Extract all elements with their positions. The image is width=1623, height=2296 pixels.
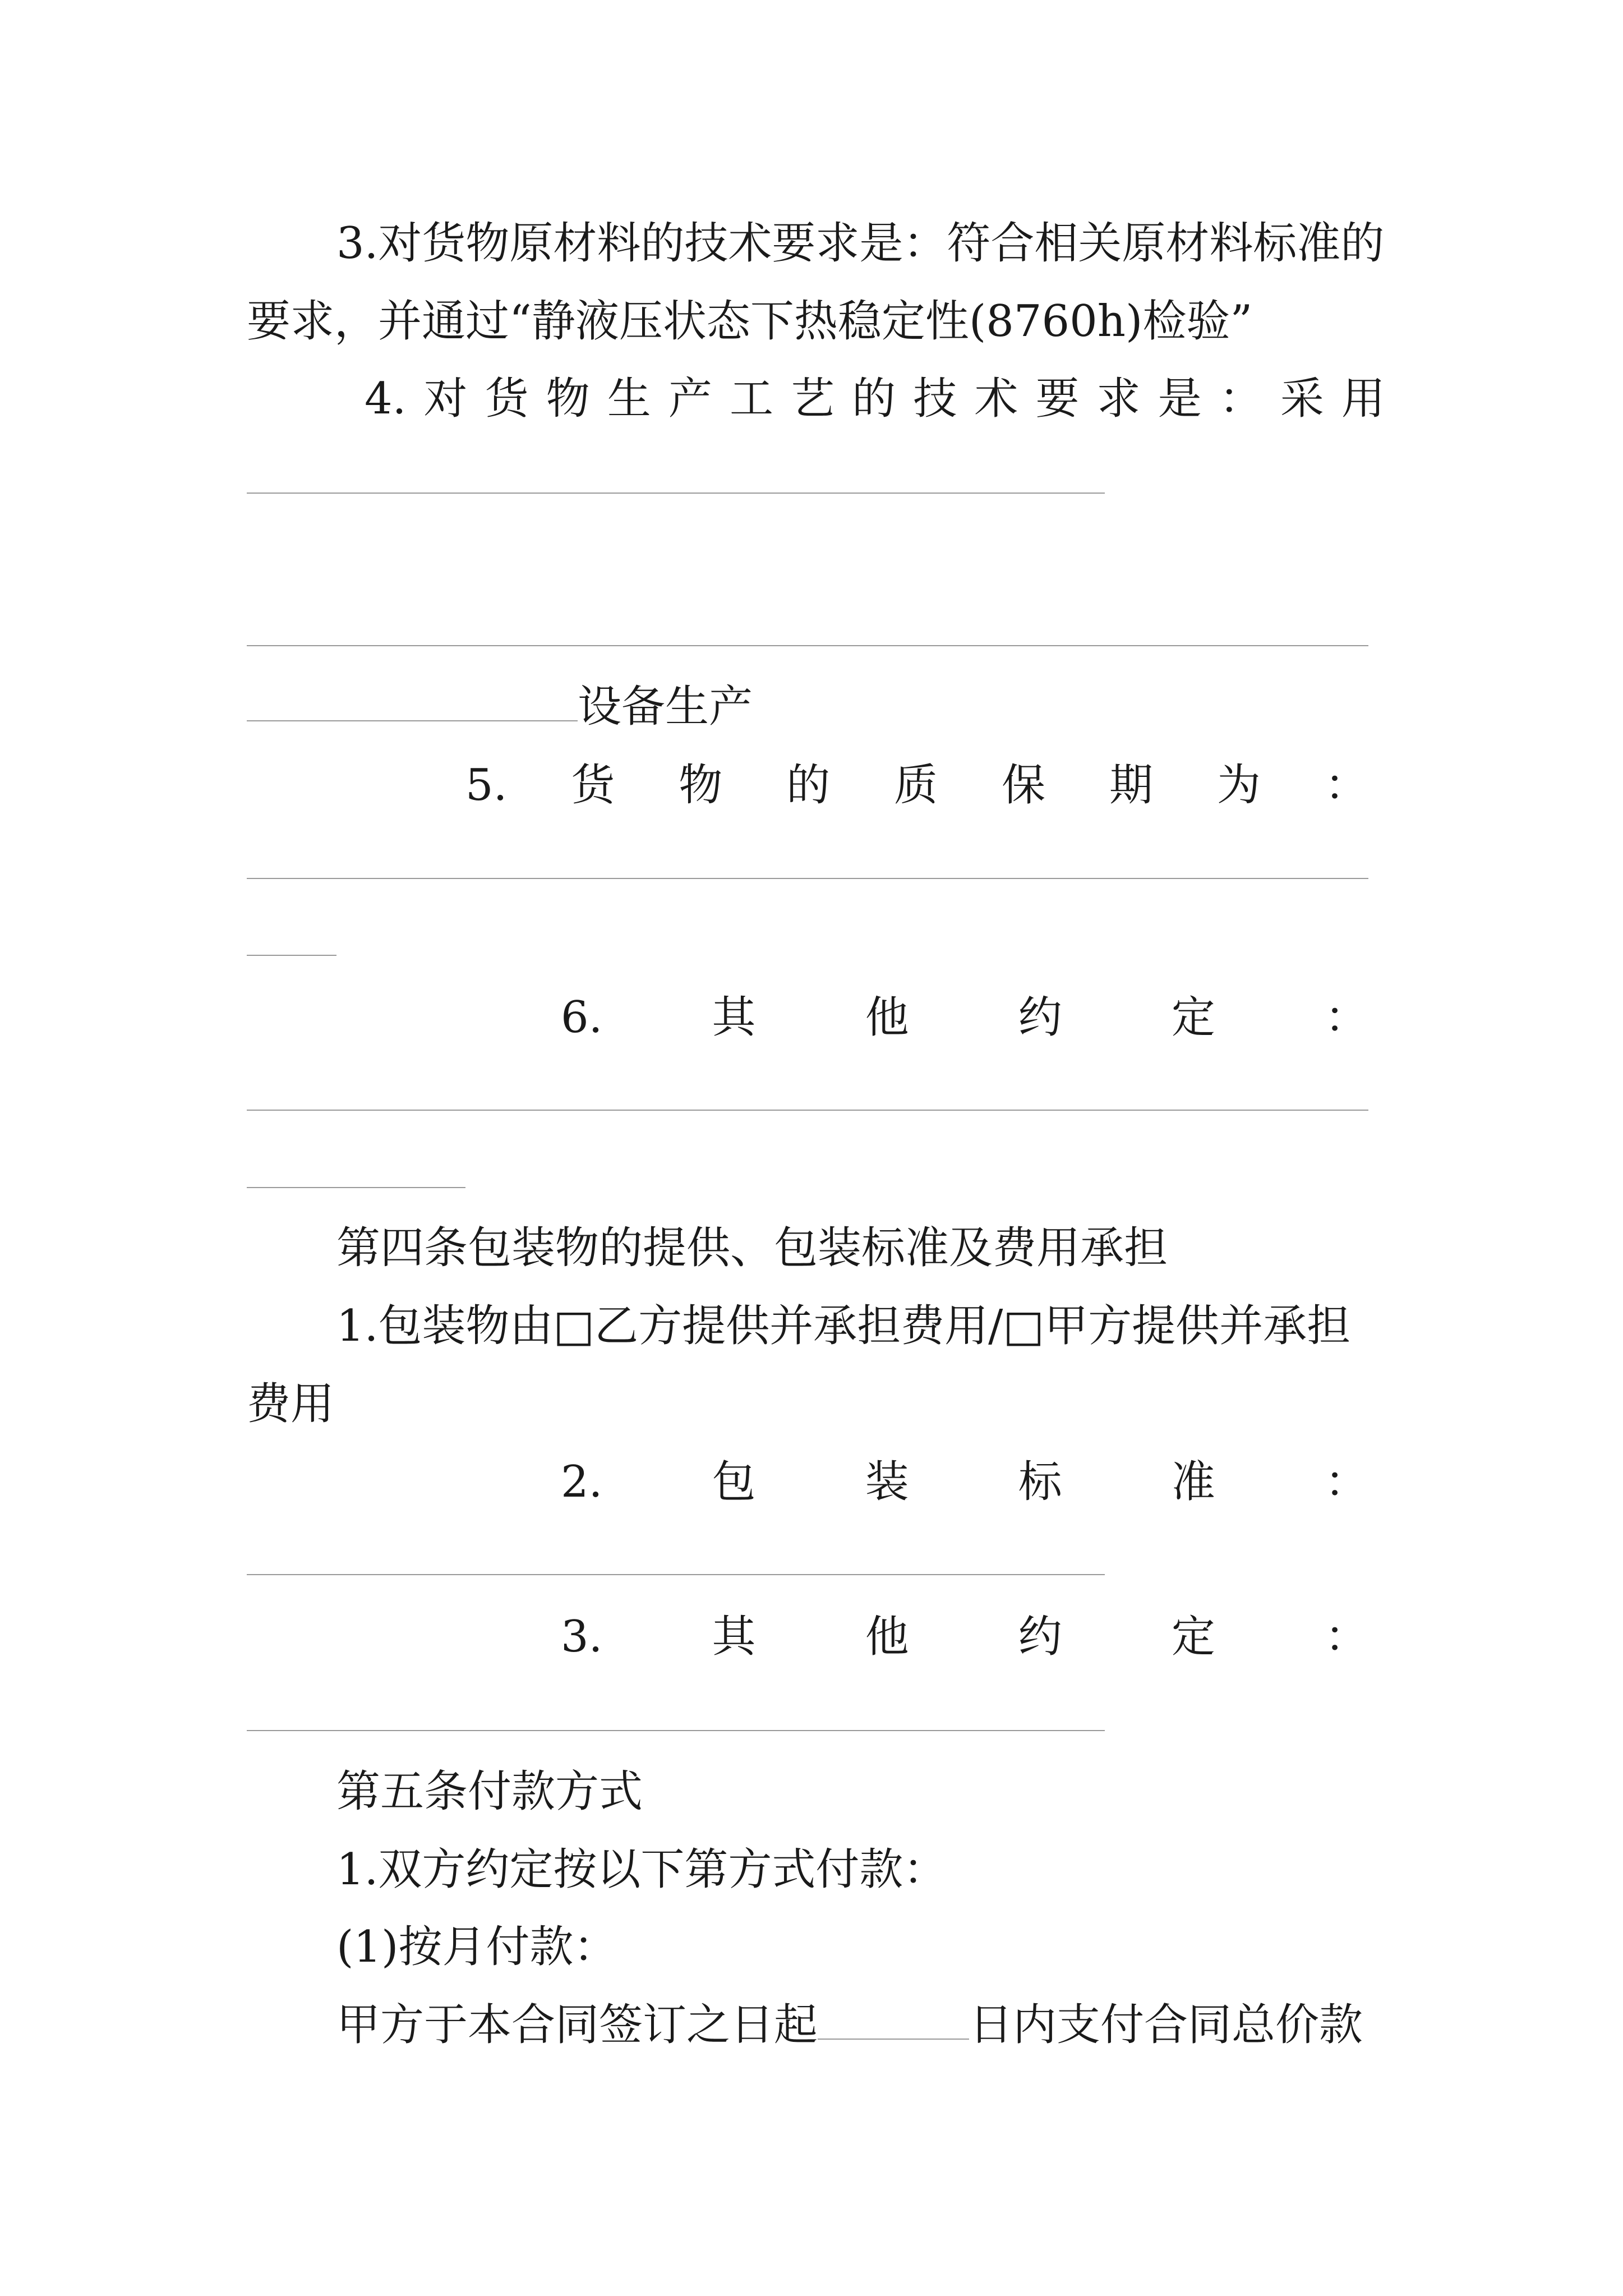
justified-char: ： (1219, 374, 1263, 424)
justified-char: 期 (1109, 760, 1154, 811)
days-blank-field (818, 1999, 969, 2040)
blank-line (247, 1730, 1105, 1731)
blank-field (247, 681, 578, 721)
payment-clause-before: 甲方于本合同签订之日起 (336, 2000, 818, 2050)
article-5-item-1: 1.双方约定按以下第方式付款： (336, 1844, 947, 1895)
item-3-line-2: 要求，并通过“静液压状态下热稳定性(8760h)检验” (247, 296, 1253, 347)
justified-char: 对 (423, 374, 468, 424)
justified-char: 5. (465, 760, 508, 811)
blank-line (247, 1574, 1105, 1575)
justified-char: 用 (1341, 374, 1385, 424)
blank-line (247, 955, 336, 956)
blank-line (247, 645, 1368, 646)
justified-char: 4. (365, 374, 407, 424)
blank-line (247, 1110, 1368, 1111)
justified-char: 2. (561, 1457, 603, 1507)
justified-char: 货 (485, 374, 529, 424)
item-4-line (365, 372, 1385, 426)
justified-char: 术 (974, 374, 1018, 424)
item-4-tail-text: 设备生产 (578, 682, 753, 732)
justified-char: 艺 (791, 374, 835, 424)
justified-char: 质 (894, 760, 938, 811)
justified-char: 物 (546, 374, 590, 424)
justified-char: ： (1324, 1612, 1368, 1662)
justified-char: 他 (865, 992, 909, 1043)
item-5-line (465, 758, 1368, 812)
justified-char: 为 (1216, 760, 1261, 811)
payment-clause-line (336, 1998, 1363, 2052)
article-4-item-3-line (561, 1610, 1368, 1664)
article-4-title: 第四条包装物的提供、包装标准及费用承担 (336, 1223, 1168, 1273)
justified-char: ： (1324, 760, 1368, 811)
item-3-line-1: 3.对货物原材料的技术要求是：符合相关原材料标准的 (336, 218, 1385, 269)
justified-char: 的 (786, 760, 831, 811)
item-4-tail-line (247, 680, 753, 734)
justified-char: 其 (712, 992, 756, 1043)
justified-char: ： (1324, 1457, 1368, 1507)
article-5-title: 第五条付款方式 (336, 1766, 643, 1817)
justified-char: 工 (729, 374, 773, 424)
justified-char: 保 (1002, 760, 1046, 811)
justified-char: 6. (561, 992, 603, 1043)
justified-char: 技 (913, 374, 957, 424)
justified-char: 的 (852, 374, 896, 424)
justified-char: 求 (1096, 374, 1141, 424)
justified-char: 要 (1035, 374, 1080, 424)
justified-char: 货 (571, 760, 615, 811)
justified-char: 定 (1171, 992, 1215, 1043)
justified-char: 标 (1018, 1457, 1062, 1507)
justified-char: 包 (712, 1457, 756, 1507)
justified-char: 其 (712, 1612, 756, 1662)
article-4-item-2-line (561, 1455, 1368, 1509)
blank-line (247, 1187, 465, 1188)
justified-char: 准 (1171, 1457, 1215, 1507)
justified-char: 约 (1018, 1612, 1062, 1662)
article-4-item-1-line-2: 费用 (247, 1379, 335, 1429)
justified-char: 产 (668, 374, 712, 424)
justified-char: ： (1324, 992, 1368, 1043)
justified-char: 是 (1158, 374, 1202, 424)
justified-char: 定 (1171, 1612, 1215, 1662)
justified-char: 装 (865, 1457, 909, 1507)
justified-char: 他 (865, 1612, 909, 1662)
article-5-item-1a: (1)按月付款： (336, 1922, 617, 1972)
item-6-line (561, 991, 1368, 1045)
justified-char: 物 (679, 760, 723, 811)
payment-clause-after: 日内支付合同总价款 (969, 2000, 1363, 2050)
justified-char: 采 (1280, 374, 1324, 424)
justified-char: 约 (1018, 992, 1062, 1043)
justified-char: 3. (561, 1612, 603, 1662)
article-4-item-1-line-1: 1.包装物由□乙方提供并承担费用/□甲方提供并承担 (336, 1301, 1351, 1351)
blank-line (247, 493, 1105, 494)
blank-line (247, 878, 1368, 879)
justified-char: 生 (607, 374, 651, 424)
